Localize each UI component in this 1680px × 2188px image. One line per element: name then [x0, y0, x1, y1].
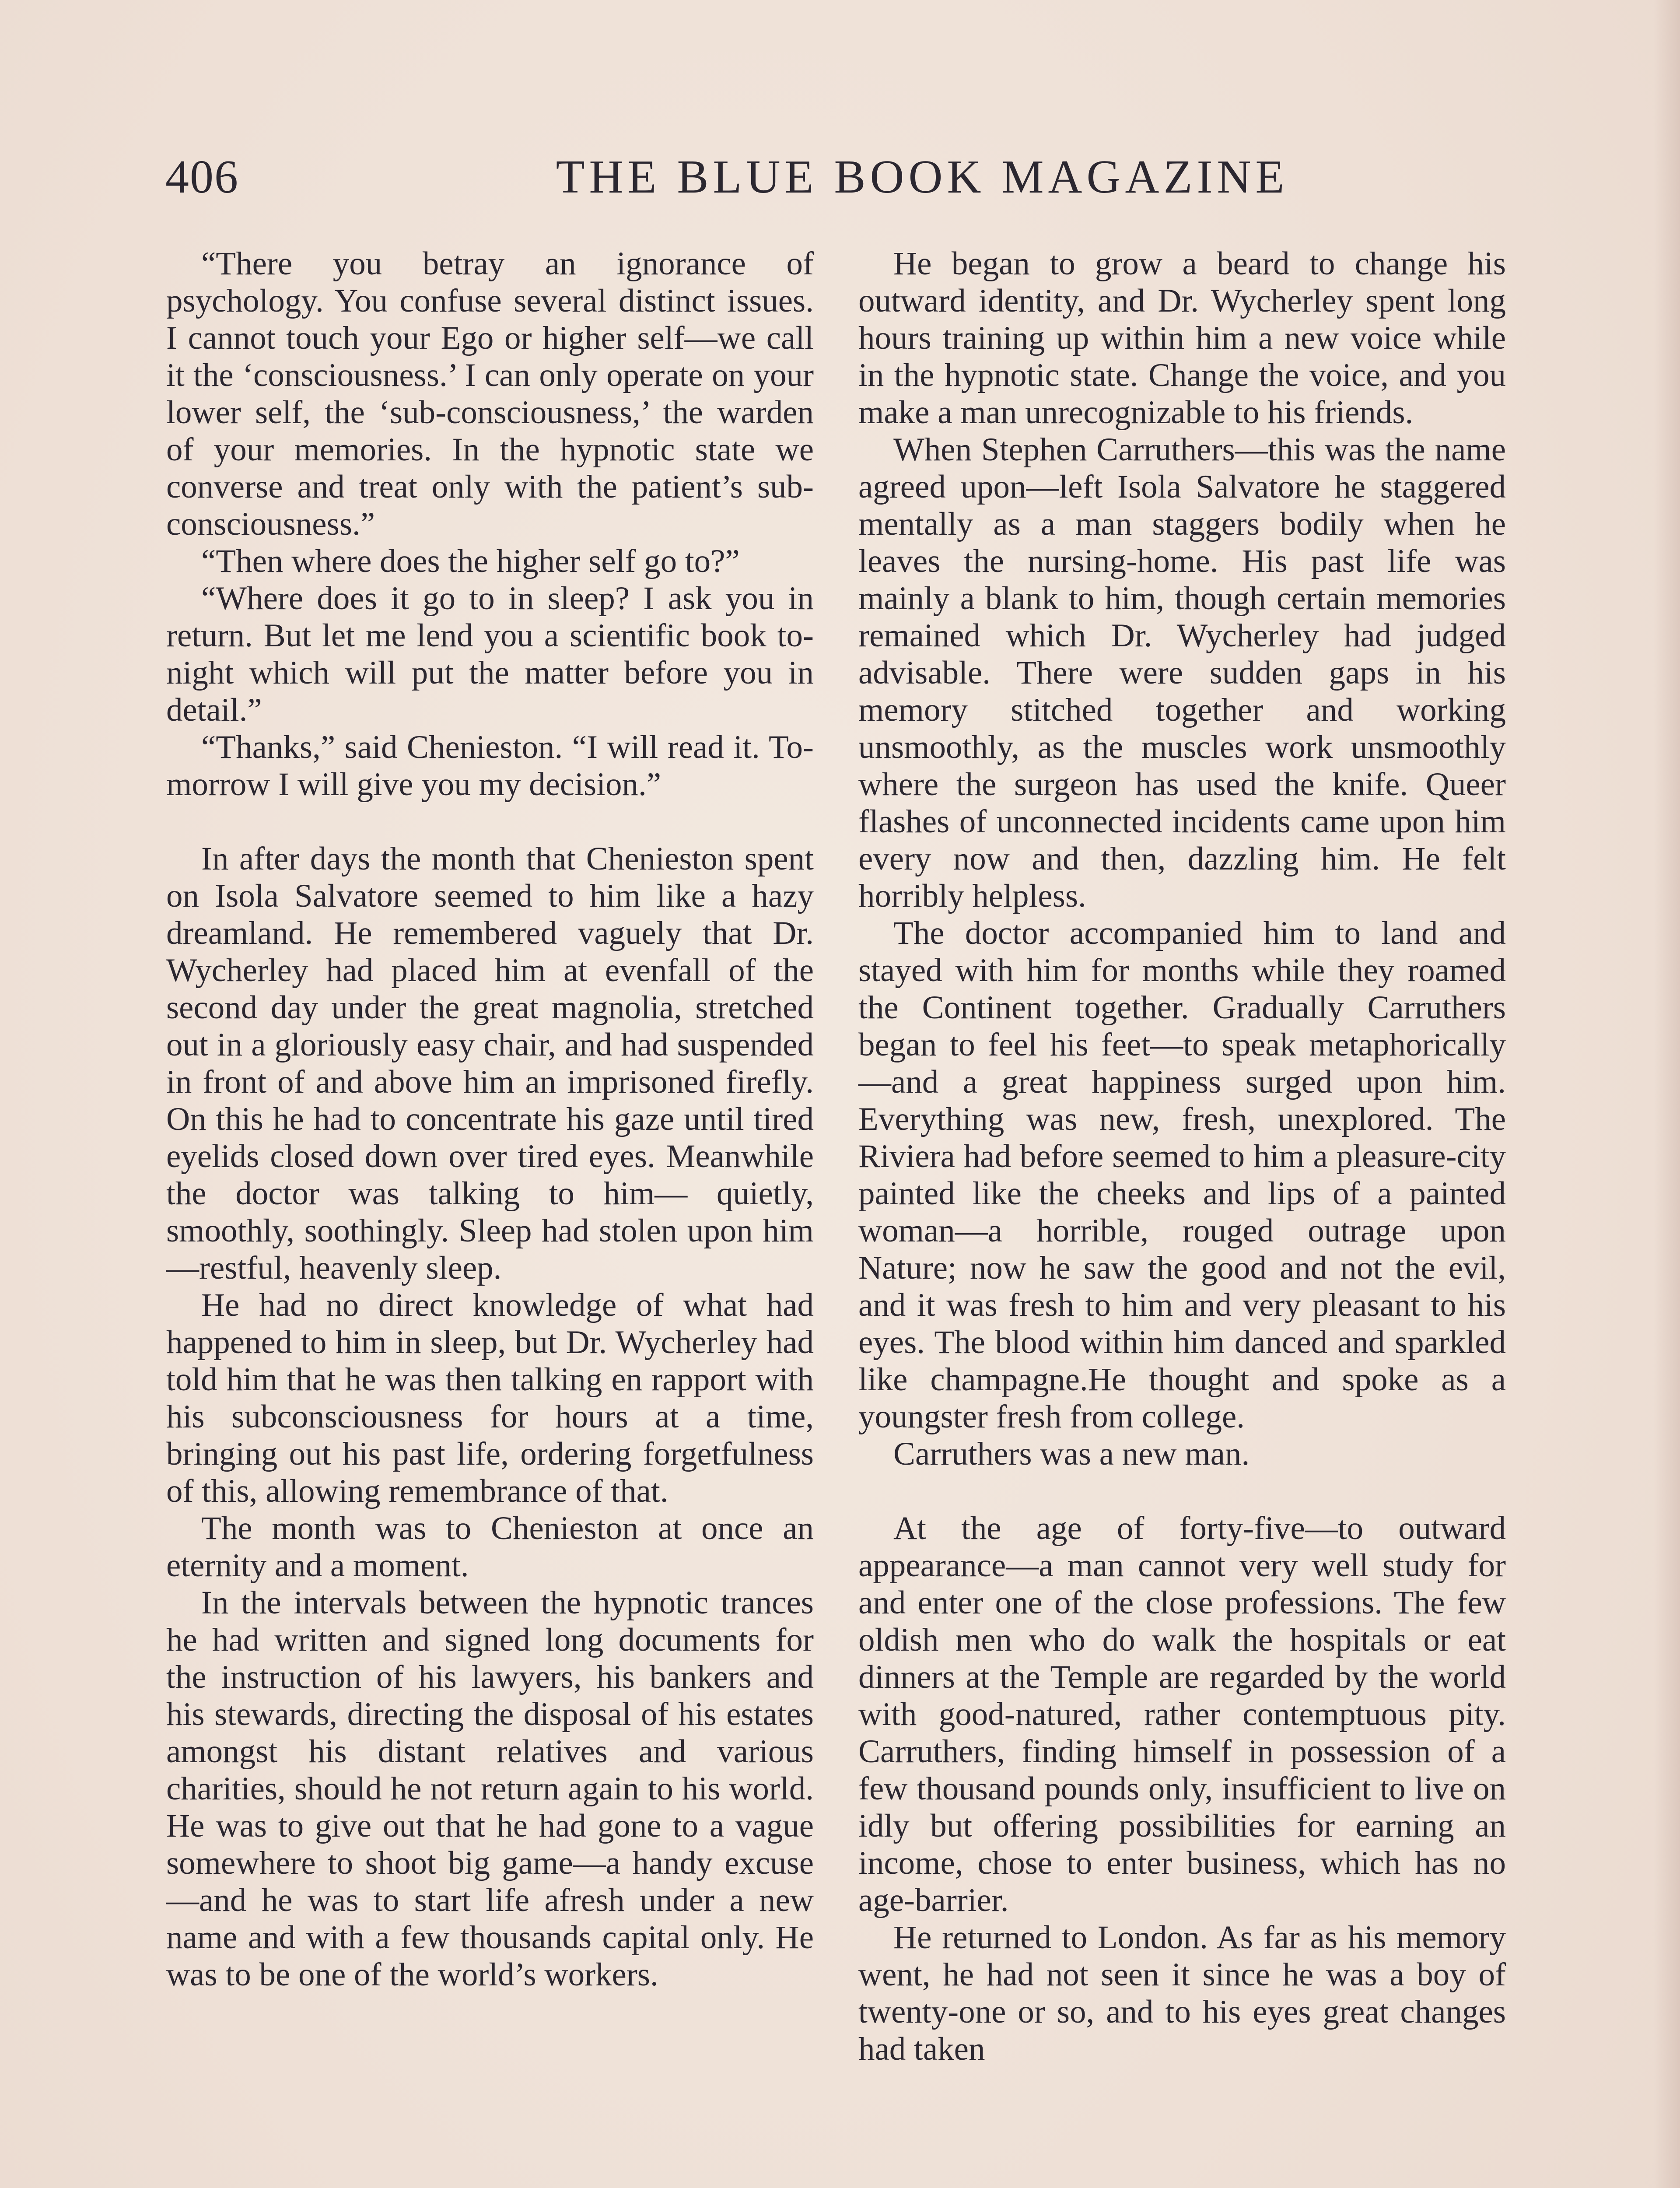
paragraph: He began to grow a beard to change his outward identity, and Dr. Wycherley spent long hours training up within him a new voice while in the hypnotic state. Change the voice, and you make a man unrecognizable to his friends. [858, 245, 1506, 431]
left-column [166, 245, 814, 1993]
paragraph: He returned to London. As far as his memory went, he had not seen it since he was a boy of twenty-one or so, and to his eyes great changes had taken [858, 1919, 1506, 2067]
paragraph: The doctor accompanied him to land and stayed with him for months while they roamed the Continent together. Gradually Carruthers began to feel his feet—to speak metaphorically—and a great happiness surged upon him. Everything was new, fresh, unexplored. The Riviera had before seemed to him a pleasure-city painted like the cheeks and lips of a painted woman—a horrible, rouged outrage upon Nature; now he saw the good and not the evil, and it was fresh to him and very pleasant to his eyes. The blood within him danced and sparkled like champagne.He thought and spoke as a youngster fresh from college. [858, 915, 1506, 1435]
paragraph: “Thanks,” said Chenieston. “I will read it. To-morrow I will give you my decision.” [166, 729, 814, 803]
running-title: THE BLUE BOOK MAGAZINE [556, 151, 1289, 203]
paragraph: In the intervals between the hypnotic trances he had written and signed long documents for the instruction of his lawyers, his bankers and his stewards, directing the disposal of his estates amongst his distant relatives and various charities, should he not return again to his world. He was to give out that he had gone to a vague somewhere to shoot big game—a handy excuse—and he was to start life afresh under a new name and with a few thousands capital only. He was to be one of the world’s workers. [166, 1585, 814, 1993]
paragraph: “Where does it go to in sleep? I ask you in return. But let me lend you a scientific book to-night which will put the matter before you in detail.” [166, 580, 814, 728]
paragraph: He had no direct knowledge of what had happened to him in sleep, but Dr. Wycherley had told him that he was then talking en rapport with his subconsciousness for hours at a time, bringing out his past life, ordering forgetfulness of this, allowing remembrance of that. [166, 1287, 814, 1509]
right-column [858, 245, 1506, 2068]
page-number: 406 [165, 151, 239, 203]
paragraph: At the age of forty-five—to outward appearance—a man cannot very well study for and enter one of the close professions. The few oldish men who do walk the hospitals or eat dinners at the Temple are regarded by the world with good-natured, rather contemptuous pity. Carruthers, finding himself in possession of a few thousand pounds only, insufficient to live on idly but offering possibilities for earning an income, chose to enter business, which has no age-barrier. [858, 1510, 1506, 1918]
paragraph: When Stephen Carruthers—this was the name agreed upon—left Isola Salvatore he staggered mentally as a man staggers bodily when he leaves the nursing-home. His past life was mainly a blank to him, though certain memories remained which Dr. Wycherley had judged advisable. There were sudden gaps in his memory stitched together and working unsmoothly, as the muscles work unsmoothly where the surgeon has used the knife. Queer flashes of unconnected incidents came upon him every now and then, dazzling him. He felt horribly helpless. [858, 431, 1506, 914]
paragraph: The month was to Chenieston at once an eternity and a moment. [166, 1510, 814, 1584]
paragraph: “There you betray an ignorance of psychology. You confuse several distinct issues. I cannot touch your Ego or higher self—we call it the ‘consciousness.’ I can only operate on your lower self, the ‘sub-consciousness,’ the warden of your memories. In the hypnotic state we converse and treat only with the patient’s sub-consciousness.” [166, 245, 814, 542]
page-header [165, 144, 1504, 210]
page-edge-shadow [1654, 0, 1680, 2188]
paragraph: In after days the month that Chenieston spent on Isola Salvatore seemed to him like a hazy dreamland. He remembered vaguely that Dr. Wycherley had placed him at evenfall of the second day under the great magnolia, stretched out in a gloriously easy chair, and had suspended in front of and above him an imprisoned firefly. On this he had to concentrate his gaze until tired eyelids closed down over tired eyes. Meanwhile the doctor was talking to him— quietly, smoothly, soothingly. Sleep had stolen upon him—restful, heavenly sleep. [166, 841, 814, 1286]
paragraph: “Then where does the higher self go to?” [201, 543, 740, 579]
paragraph: Carruthers was a new man. [893, 1436, 1250, 1472]
